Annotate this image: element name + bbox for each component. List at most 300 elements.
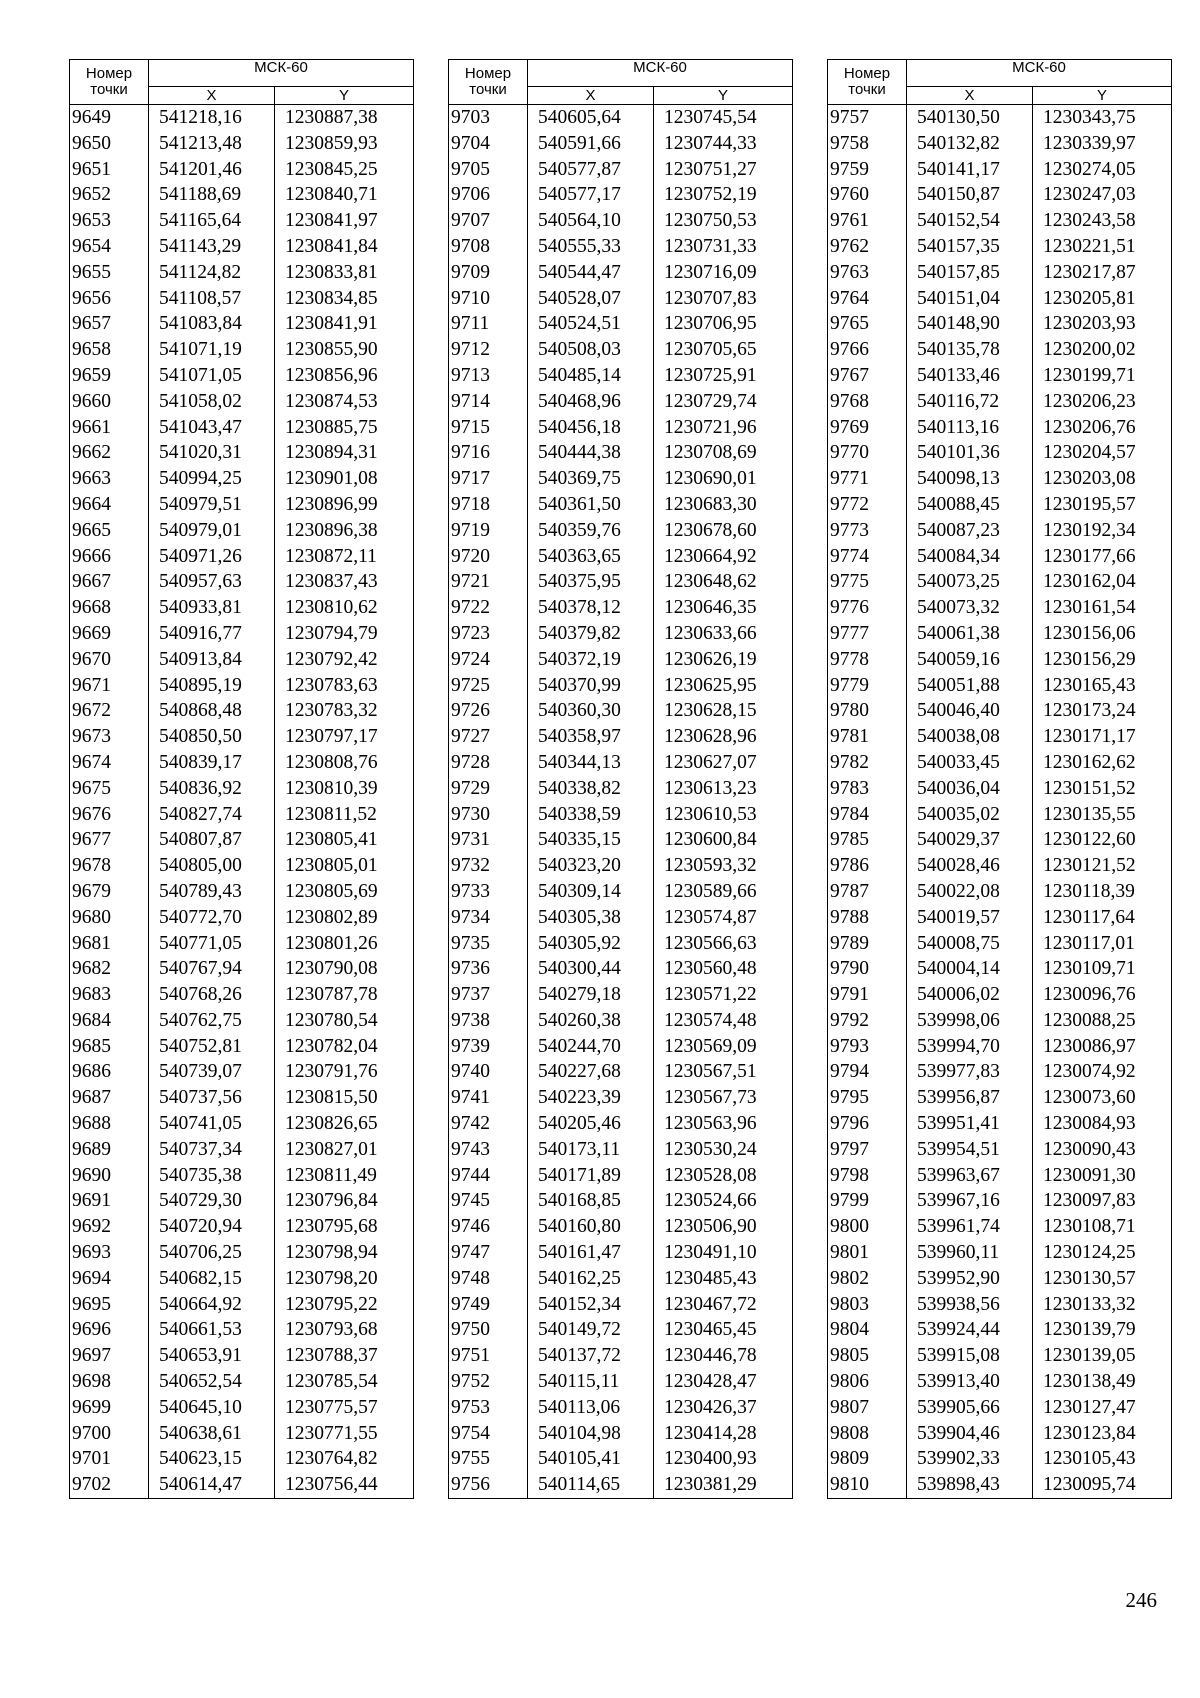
- y-coordinate-cell: 1230791,76: [275, 1059, 414, 1085]
- table-row: [449, 492, 793, 518]
- table-row: [449, 982, 793, 1008]
- table-row: [449, 698, 793, 724]
- point-number-cell: 9788: [828, 905, 907, 931]
- point-number-cell: 9796: [828, 1111, 907, 1137]
- point-number-cell: 9784: [828, 802, 907, 828]
- coordinate-system-header: МСК-60: [907, 60, 1172, 87]
- point-number-cell: 9722: [449, 595, 528, 621]
- x-coordinate-cell: 540850,50: [149, 724, 275, 750]
- x-coordinate-cell: 540019,57: [907, 905, 1033, 931]
- point-number-cell: 9768: [828, 389, 907, 415]
- x-coordinate-cell: 540524,51: [528, 311, 654, 337]
- table-row: [449, 1059, 793, 1085]
- y-coordinate-cell: 1230566,63: [654, 931, 793, 957]
- table-row: [449, 1421, 793, 1447]
- table-row: [828, 1266, 1172, 1292]
- x-coordinate-cell: 540379,82: [528, 621, 654, 647]
- y-coordinate-cell: 1230485,43: [654, 1266, 793, 1292]
- table-row: [70, 1008, 414, 1034]
- point-number-cell: 9756: [449, 1472, 528, 1498]
- table-row: [70, 621, 414, 647]
- x-coordinate-cell: 539913,40: [907, 1369, 1033, 1395]
- table-row: [70, 1137, 414, 1163]
- y-coordinate-cell: 1230165,43: [1033, 673, 1172, 699]
- x-coordinate-cell: 540338,82: [528, 776, 654, 802]
- x-coordinate-cell: 540653,91: [149, 1343, 275, 1369]
- point-number-cell: 9775: [828, 569, 907, 595]
- point-number-cell: 9660: [70, 389, 149, 415]
- x-coordinate-cell: 540789,43: [149, 879, 275, 905]
- x-coordinate-cell: 540638,61: [149, 1421, 275, 1447]
- point-number-cell: 9686: [70, 1059, 149, 1085]
- y-coordinate-cell: 1230805,41: [275, 827, 414, 853]
- point-number-cell: 9741: [449, 1085, 528, 1111]
- x-coordinate-cell: 540378,12: [528, 595, 654, 621]
- point-number-cell: 9810: [828, 1472, 907, 1498]
- y-coordinate-cell: 1230173,24: [1033, 698, 1172, 724]
- y-coordinate-cell: 1230199,71: [1033, 363, 1172, 389]
- point-number-cell: 9770: [828, 440, 907, 466]
- point-number-cell: 9677: [70, 827, 149, 853]
- y-coordinate-cell: 1230121,52: [1033, 853, 1172, 879]
- table-row: [828, 182, 1172, 208]
- table-row: [449, 1266, 793, 1292]
- y-coordinate-cell: 1230491,10: [654, 1240, 793, 1266]
- x-coordinate-cell: 540768,26: [149, 982, 275, 1008]
- point-number-cell: 9743: [449, 1137, 528, 1163]
- table-row: [449, 931, 793, 957]
- x-coordinate-cell: 540133,46: [907, 363, 1033, 389]
- y-column-header: Y: [654, 87, 793, 105]
- table-row: [828, 492, 1172, 518]
- point-number-cell: 9765: [828, 311, 907, 337]
- point-number-cell: 9776: [828, 595, 907, 621]
- table-row: [449, 518, 793, 544]
- table-row: [828, 389, 1172, 415]
- x-coordinate-cell: 540577,87: [528, 157, 654, 183]
- x-coordinate-cell: 540444,38: [528, 440, 654, 466]
- y-coordinate-cell: 1230721,96: [654, 415, 793, 441]
- x-coordinate-cell: 540151,04: [907, 286, 1033, 312]
- table-row: [70, 1369, 414, 1395]
- x-coordinate-cell: 540468,96: [528, 389, 654, 415]
- point-number-cell: 9726: [449, 698, 528, 724]
- y-coordinate-cell: 1230628,15: [654, 698, 793, 724]
- x-coordinate-cell: 540205,46: [528, 1111, 654, 1137]
- y-coordinate-cell: 1230805,69: [275, 879, 414, 905]
- table-row: [70, 776, 414, 802]
- coordinate-system-header: МСК-60: [149, 60, 414, 87]
- point-number-cell: 9809: [828, 1446, 907, 1472]
- x-coordinate-cell: 540173,11: [528, 1137, 654, 1163]
- y-coordinate-cell: 1230528,08: [654, 1163, 793, 1189]
- x-coordinate-cell: 540223,39: [528, 1085, 654, 1111]
- table-row: [70, 492, 414, 518]
- x-coordinate-cell: 540152,54: [907, 208, 1033, 234]
- y-coordinate-cell: 1230790,08: [275, 956, 414, 982]
- y-coordinate-cell: 1230725,91: [654, 363, 793, 389]
- x-coordinate-cell: 540839,17: [149, 750, 275, 776]
- y-coordinate-cell: 1230840,71: [275, 182, 414, 208]
- x-coordinate-cell: 540161,47: [528, 1240, 654, 1266]
- x-coordinate-cell: 539963,67: [907, 1163, 1033, 1189]
- y-coordinate-cell: 1230156,06: [1033, 621, 1172, 647]
- coordinates-table-1-wrapper: [69, 59, 413, 1499]
- y-coordinate-cell: 1230274,05: [1033, 157, 1172, 183]
- y-coordinate-cell: 1230887,38: [275, 105, 414, 131]
- y-coordinate-cell: 1230151,52: [1033, 776, 1172, 802]
- y-coordinate-cell: 1230752,19: [654, 182, 793, 208]
- table-row: [70, 466, 414, 492]
- y-column-header: Y: [275, 87, 414, 105]
- table-row: [70, 234, 414, 260]
- y-coordinate-cell: 1230560,48: [654, 956, 793, 982]
- table-row: [828, 673, 1172, 699]
- point-number-cell: 9807: [828, 1395, 907, 1421]
- y-coordinate-cell: 1230706,95: [654, 311, 793, 337]
- table-row: [449, 131, 793, 157]
- table-row: [449, 286, 793, 312]
- x-coordinate-cell: 540035,02: [907, 802, 1033, 828]
- table-row: [70, 905, 414, 931]
- point-number-cell: 9713: [449, 363, 528, 389]
- point-number-cell: 9773: [828, 518, 907, 544]
- x-coordinate-cell: 541071,05: [149, 363, 275, 389]
- x-coordinate-cell: 541213,48: [149, 131, 275, 157]
- table-row: [449, 802, 793, 828]
- point-number-cell: 9791: [828, 982, 907, 1008]
- y-coordinate-cell: 1230090,43: [1033, 1137, 1172, 1163]
- y-coordinate-cell: 1230783,63: [275, 673, 414, 699]
- x-coordinate-cell: 540160,80: [528, 1214, 654, 1240]
- table-row: [828, 105, 1172, 131]
- y-coordinate-cell: 1230901,08: [275, 466, 414, 492]
- y-coordinate-cell: 1230530,24: [654, 1137, 793, 1163]
- x-coordinate-cell: 540113,16: [907, 415, 1033, 441]
- point-number-cell: 9682: [70, 956, 149, 982]
- x-coordinate-cell: 540113,06: [528, 1395, 654, 1421]
- y-coordinate-cell: 1230133,32: [1033, 1292, 1172, 1318]
- table-row: [828, 827, 1172, 853]
- x-coordinate-cell: 540084,34: [907, 544, 1033, 570]
- x-coordinate-cell: 540375,95: [528, 569, 654, 595]
- y-coordinate-cell: 1230426,37: [654, 1395, 793, 1421]
- x-coordinate-cell: 539915,08: [907, 1343, 1033, 1369]
- y-coordinate-cell: 1230117,01: [1033, 931, 1172, 957]
- point-number-cell: 9745: [449, 1188, 528, 1214]
- y-coordinate-cell: 1230775,57: [275, 1395, 414, 1421]
- table-row: [449, 673, 793, 699]
- table-row: [449, 595, 793, 621]
- point-number-cell: 9744: [449, 1163, 528, 1189]
- x-coordinate-cell: 540957,63: [149, 569, 275, 595]
- y-coordinate-cell: 1230567,73: [654, 1085, 793, 1111]
- x-coordinate-cell: 540115,11: [528, 1369, 654, 1395]
- table-row: [449, 1034, 793, 1060]
- y-coordinate-cell: 1230872,11: [275, 544, 414, 570]
- x-coordinate-cell: 540508,03: [528, 337, 654, 363]
- table-row: [828, 1369, 1172, 1395]
- point-number-cell: 9649: [70, 105, 149, 131]
- table-row: [828, 698, 1172, 724]
- point-number-cell: 9651: [70, 157, 149, 183]
- point-number-cell: 9676: [70, 802, 149, 828]
- table-row: [449, 1240, 793, 1266]
- table-row: [828, 1343, 1172, 1369]
- table-row: [449, 105, 793, 131]
- y-coordinate-cell: 1230771,55: [275, 1421, 414, 1447]
- point-number-cell: 9659: [70, 363, 149, 389]
- x-coordinate-cell: 540729,30: [149, 1188, 275, 1214]
- y-coordinate-cell: 1230792,42: [275, 647, 414, 673]
- table-row: [70, 1034, 414, 1060]
- point-number-cell: 9778: [828, 647, 907, 673]
- table-row: [828, 1317, 1172, 1343]
- x-coordinate-cell: 539952,90: [907, 1266, 1033, 1292]
- x-coordinate-cell: 540101,36: [907, 440, 1033, 466]
- y-coordinate-cell: 1230690,01: [654, 466, 793, 492]
- point-number-cell: 9693: [70, 1240, 149, 1266]
- x-coordinate-cell: 540361,50: [528, 492, 654, 518]
- point-number-cell: 9727: [449, 724, 528, 750]
- table-row: [70, 389, 414, 415]
- y-coordinate-cell: 1230855,90: [275, 337, 414, 363]
- y-coordinate-cell: 1230826,65: [275, 1111, 414, 1137]
- table-row: [449, 956, 793, 982]
- y-coordinate-cell: 1230626,19: [654, 647, 793, 673]
- coordinates-table: [827, 59, 1172, 1499]
- point-number-cell: 9763: [828, 260, 907, 286]
- point-number-cell: 9657: [70, 311, 149, 337]
- x-coordinate-cell: 540004,14: [907, 956, 1033, 982]
- y-coordinate-cell: 1230716,09: [654, 260, 793, 286]
- table-row: [828, 1008, 1172, 1034]
- y-coordinate-cell: 1230785,54: [275, 1369, 414, 1395]
- y-coordinate-cell: 1230073,60: [1033, 1085, 1172, 1111]
- point-number-cell: 9687: [70, 1085, 149, 1111]
- x-coordinate-cell: 540652,54: [149, 1369, 275, 1395]
- x-coordinate-cell: 541201,46: [149, 157, 275, 183]
- x-coordinate-cell: 540682,15: [149, 1266, 275, 1292]
- point-number-cell: 9700: [70, 1421, 149, 1447]
- x-coordinate-cell: 540372,19: [528, 647, 654, 673]
- x-coordinate-cell: 540087,23: [907, 518, 1033, 544]
- point-number-cell: 9774: [828, 544, 907, 570]
- y-coordinate-cell: 1230756,44: [275, 1472, 414, 1498]
- y-coordinate-cell: 1230802,89: [275, 905, 414, 931]
- point-number-cell: 9658: [70, 337, 149, 363]
- y-coordinate-cell: 1230795,68: [275, 1214, 414, 1240]
- point-number-cell: 9710: [449, 286, 528, 312]
- table-row: [828, 931, 1172, 957]
- y-coordinate-cell: 1230097,83: [1033, 1188, 1172, 1214]
- x-coordinate-cell: 539902,33: [907, 1446, 1033, 1472]
- table-row: [828, 363, 1172, 389]
- table-row: [70, 595, 414, 621]
- x-coordinate-cell: 540623,15: [149, 1446, 275, 1472]
- table-row: [828, 1188, 1172, 1214]
- point-number-cell: 9804: [828, 1317, 907, 1343]
- table-row: [70, 931, 414, 957]
- x-coordinate-cell: 540046,40: [907, 698, 1033, 724]
- table-row: [828, 1472, 1172, 1498]
- x-coordinate-cell: 540358,97: [528, 724, 654, 750]
- y-coordinate-cell: 1230105,43: [1033, 1446, 1172, 1472]
- x-coordinate-cell: 541071,19: [149, 337, 275, 363]
- table-row: [70, 157, 414, 183]
- table-row: [70, 1317, 414, 1343]
- x-coordinate-cell: 540344,13: [528, 750, 654, 776]
- table-row: [449, 260, 793, 286]
- y-coordinate-cell: 1230731,33: [654, 234, 793, 260]
- point-number-cell: 9655: [70, 260, 149, 286]
- point-number-cell: 9664: [70, 492, 149, 518]
- point-number-cell: 9803: [828, 1292, 907, 1318]
- table-row: [70, 337, 414, 363]
- table-row: [70, 440, 414, 466]
- table-row: [449, 157, 793, 183]
- point-number-cell: 9750: [449, 1317, 528, 1343]
- point-number-cell: 9673: [70, 724, 149, 750]
- table-row: [70, 518, 414, 544]
- table-row: [70, 956, 414, 982]
- y-coordinate-cell: 1230808,76: [275, 750, 414, 776]
- y-coordinate-cell: 1230118,39: [1033, 879, 1172, 905]
- y-coordinate-cell: 1230084,93: [1033, 1111, 1172, 1137]
- x-coordinate-cell: 540528,07: [528, 286, 654, 312]
- table-row: [70, 827, 414, 853]
- y-coordinate-cell: 1230894,31: [275, 440, 414, 466]
- y-coordinate-cell: 1230856,96: [275, 363, 414, 389]
- y-coordinate-cell: 1230810,39: [275, 776, 414, 802]
- y-coordinate-cell: 1230138,49: [1033, 1369, 1172, 1395]
- point-number-header: Номер точки: [70, 60, 149, 105]
- table-row: [828, 131, 1172, 157]
- y-coordinate-cell: 1230571,22: [654, 982, 793, 1008]
- point-number-cell: 9712: [449, 337, 528, 363]
- table-row: [828, 1240, 1172, 1266]
- coordinates-table: [69, 59, 414, 1499]
- point-number-cell: 9735: [449, 931, 528, 957]
- table-row: [449, 415, 793, 441]
- table-row: [828, 286, 1172, 312]
- table-row: [70, 1163, 414, 1189]
- x-coordinate-cell: 541108,57: [149, 286, 275, 312]
- point-number-cell: 9793: [828, 1034, 907, 1060]
- x-coordinate-cell: 541020,31: [149, 440, 275, 466]
- table-row: [449, 208, 793, 234]
- y-coordinate-cell: 1230859,93: [275, 131, 414, 157]
- table-row: [70, 1421, 414, 1447]
- y-coordinate-cell: 1230127,47: [1033, 1395, 1172, 1421]
- x-coordinate-cell: 540762,75: [149, 1008, 275, 1034]
- y-coordinate-cell: 1230206,76: [1033, 415, 1172, 441]
- table-row: [449, 647, 793, 673]
- table-row: [449, 1369, 793, 1395]
- point-number-cell: 9766: [828, 337, 907, 363]
- table-row: [70, 1188, 414, 1214]
- y-coordinate-cell: 1230096,76: [1033, 982, 1172, 1008]
- point-number-cell: 9697: [70, 1343, 149, 1369]
- point-number-cell: 9708: [449, 234, 528, 260]
- table-row: [449, 1214, 793, 1240]
- x-coordinate-cell: 540827,74: [149, 802, 275, 828]
- y-coordinate-cell: 1230801,26: [275, 931, 414, 957]
- y-coordinate-cell: 1230745,54: [654, 105, 793, 131]
- x-coordinate-cell: 540360,30: [528, 698, 654, 724]
- table-row: [70, 1266, 414, 1292]
- point-number-cell: 9747: [449, 1240, 528, 1266]
- table-row: [828, 415, 1172, 441]
- table-row: [449, 1085, 793, 1111]
- point-number-cell: 9752: [449, 1369, 528, 1395]
- point-number-cell: 9806: [828, 1369, 907, 1395]
- y-coordinate-cell: 1230811,52: [275, 802, 414, 828]
- table-row: [449, 1446, 793, 1472]
- y-coordinate-cell: 1230827,01: [275, 1137, 414, 1163]
- x-column-header: X: [528, 87, 654, 105]
- y-coordinate-cell: 1230600,84: [654, 827, 793, 853]
- table-row: [828, 595, 1172, 621]
- x-coordinate-cell: 540369,75: [528, 466, 654, 492]
- table-row: [828, 956, 1172, 982]
- x-coordinate-cell: 540645,10: [149, 1395, 275, 1421]
- table-row: [70, 1085, 414, 1111]
- y-coordinate-cell: 1230091,30: [1033, 1163, 1172, 1189]
- point-number-cell: 9794: [828, 1059, 907, 1085]
- x-coordinate-cell: 540152,34: [528, 1292, 654, 1318]
- point-number-header: Номер точки: [828, 60, 907, 105]
- table-row: [828, 879, 1172, 905]
- x-coordinate-cell: 540300,44: [528, 956, 654, 982]
- point-number-cell: 9718: [449, 492, 528, 518]
- x-coordinate-cell: 540971,26: [149, 544, 275, 570]
- y-coordinate-cell: 1230446,78: [654, 1343, 793, 1369]
- point-number-cell: 9731: [449, 827, 528, 853]
- table-row: [70, 208, 414, 234]
- y-coordinate-cell: 1230780,54: [275, 1008, 414, 1034]
- point-number-cell: 9723: [449, 621, 528, 647]
- y-coordinate-cell: 1230782,04: [275, 1034, 414, 1060]
- y-coordinate-cell: 1230837,43: [275, 569, 414, 595]
- point-number-cell: 9732: [449, 853, 528, 879]
- y-coordinate-cell: 1230203,93: [1033, 311, 1172, 337]
- y-coordinate-cell: 1230705,65: [654, 337, 793, 363]
- x-coordinate-cell: 540073,32: [907, 595, 1033, 621]
- x-coordinate-cell: 540104,98: [528, 1421, 654, 1447]
- x-coordinate-cell: 540767,94: [149, 956, 275, 982]
- x-coordinate-cell: 540485,14: [528, 363, 654, 389]
- point-number-cell: 9748: [449, 1266, 528, 1292]
- x-coordinate-cell: 540157,85: [907, 260, 1033, 286]
- x-coordinate-cell: 539998,06: [907, 1008, 1033, 1034]
- y-coordinate-cell: 1230161,54: [1033, 595, 1172, 621]
- y-coordinate-cell: 1230708,69: [654, 440, 793, 466]
- y-coordinate-cell: 1230896,99: [275, 492, 414, 518]
- point-number-cell: 9754: [449, 1421, 528, 1447]
- y-coordinate-cell: 1230206,23: [1033, 389, 1172, 415]
- point-number-cell: 9653: [70, 208, 149, 234]
- x-coordinate-cell: 540591,66: [528, 131, 654, 157]
- point-number-cell: 9680: [70, 905, 149, 931]
- table-row: [449, 1343, 793, 1369]
- table-row: [828, 1421, 1172, 1447]
- x-coordinate-cell: 540137,72: [528, 1343, 654, 1369]
- point-number-cell: 9683: [70, 982, 149, 1008]
- table-row: [70, 750, 414, 776]
- table-row: [449, 363, 793, 389]
- x-coordinate-cell: 540338,59: [528, 802, 654, 828]
